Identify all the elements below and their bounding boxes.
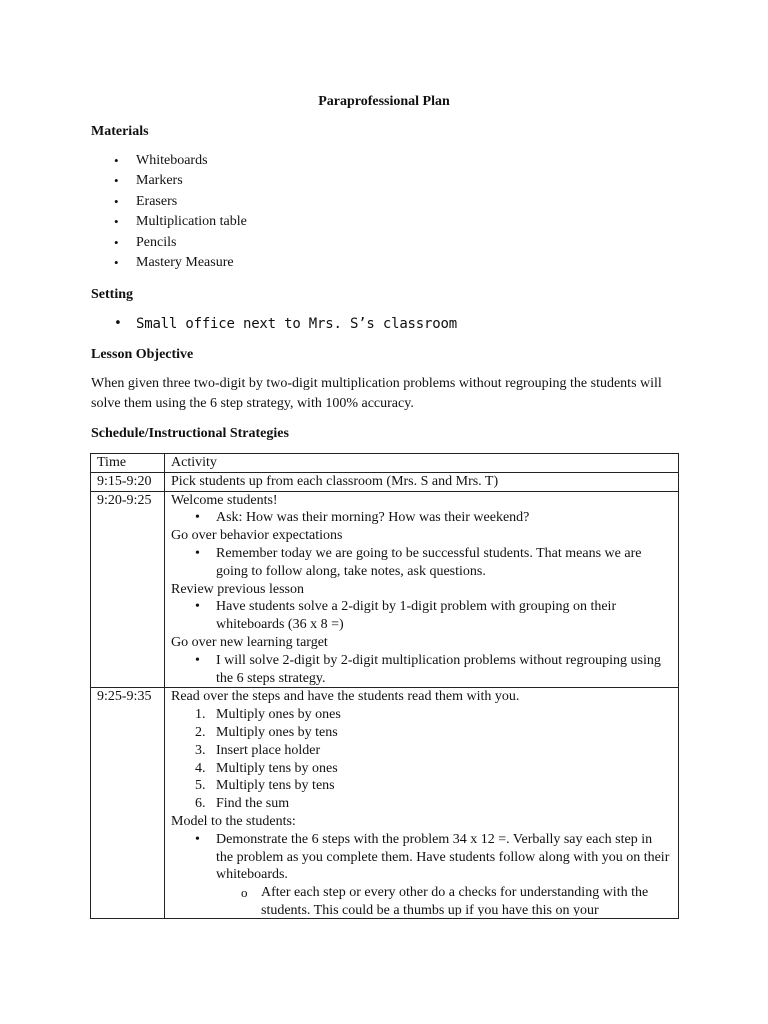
- materials-item: • Multiplication table: [91, 212, 247, 232]
- time-cell: 9:25-9:35: [91, 688, 165, 919]
- table-header-row: [91, 454, 679, 473]
- materials-heading: Materials: [91, 124, 149, 139]
- activity-bullets: [171, 831, 672, 917]
- materials-item: • Whiteboards: [91, 151, 247, 171]
- activity-bullets: [171, 598, 672, 634]
- setting-list: [91, 314, 457, 334]
- materials-list: [91, 151, 247, 273]
- setting-item: • Small office next to Mrs. S’s classroom: [91, 314, 457, 334]
- activity-cell: Pick students up from each classroom (Mrs. S and Mrs. T): [165, 472, 679, 491]
- step-item: [171, 795, 672, 813]
- step-number: 5.: [195, 778, 206, 794]
- activity-bullet: • Have students solve a 2-digit by 1-digit problem with grouping on their whiteboards (36 x 8 =): [171, 598, 672, 634]
- step-text: Multiply ones by tens: [216, 724, 338, 740]
- activity-line: Go over new learning target: [171, 634, 328, 650]
- step-number: 6.: [195, 796, 206, 812]
- step-item: [171, 777, 672, 795]
- step-text: Multiply ones by ones: [216, 707, 341, 723]
- activity-sub-bullets: [171, 884, 672, 916]
- activity-line: Welcome students!: [171, 492, 278, 508]
- materials-item: • Markers: [91, 171, 247, 191]
- materials-item: • Erasers: [91, 192, 247, 212]
- step-text: Find the sum: [216, 796, 290, 812]
- step-number: 1.: [195, 707, 206, 723]
- activity-bullets: [171, 509, 672, 527]
- activity-bullet-text: Demonstrate the 6 steps with the problem 34 x 12 =. Verbally say each step in the problem as you complete them. Have students follow along with you on their whiteboards.: [216, 831, 670, 883]
- step-text: Multiply tens by ones: [216, 760, 338, 776]
- step-item: [171, 706, 672, 724]
- activity-bullets: [171, 652, 672, 688]
- table-row: [91, 472, 679, 491]
- setting-heading: Setting: [91, 287, 133, 302]
- table-row: [91, 688, 679, 919]
- step-text: Multiply tens by tens: [216, 778, 335, 794]
- objective-text: When given three two-digit by two-digit multiplication problems without regrouping the students will solve them using the 6 step strategy, with 100% accuracy.: [91, 376, 662, 411]
- materials-item: • Pencils: [91, 233, 247, 253]
- step-text: Insert place holder: [216, 742, 321, 758]
- time-cell: 9:20-9:25: [91, 491, 165, 688]
- activity-bullet: • Remember today we are going to be successful students. That means we are going to follow along, take notes, ask questions.: [171, 545, 672, 581]
- activity-cell: [165, 688, 679, 919]
- activity-line: Model to the students:: [171, 813, 296, 829]
- table-row: [91, 491, 679, 688]
- schedule-heading: Schedule/Instructional Strategies: [91, 426, 289, 441]
- step-number: 3.: [195, 742, 206, 758]
- schedule-table: [90, 453, 679, 919]
- step-number: 2.: [195, 724, 206, 740]
- activity-line: Review previous lesson: [171, 581, 304, 597]
- activity-line: Go over behavior expectations: [171, 528, 343, 544]
- step-item: [171, 724, 672, 742]
- step-number: 4.: [195, 760, 206, 776]
- step-item: [171, 742, 672, 760]
- materials-item: • Mastery Measure: [91, 253, 247, 273]
- activity-cell: [165, 491, 679, 688]
- activity-bullet: • I will solve 2-digit by 2-digit multiplication problems without regrouping using the 6 steps strategy.: [171, 652, 672, 688]
- document-title: Paraprofessional Plan: [318, 94, 450, 109]
- column-header-activity: Activity: [165, 454, 679, 473]
- activity-bullet: • Ask: How was their morning? How was their weekend?: [171, 509, 672, 527]
- activity-bullet: [171, 831, 672, 917]
- activity-sub-bullet: o After each step or every other do a checks for understanding with the students. This could be a thumbs up if you have this on your: [171, 884, 672, 916]
- activity-bullets: [171, 545, 672, 581]
- activity-line: Read over the steps and have the students read them with you.: [171, 689, 520, 705]
- steps-list: [171, 706, 672, 813]
- objective-heading: Lesson Objective: [91, 347, 194, 362]
- step-item: [171, 760, 672, 778]
- column-header-time: Time: [91, 454, 165, 473]
- time-cell: 9:15-9:20: [91, 472, 165, 491]
